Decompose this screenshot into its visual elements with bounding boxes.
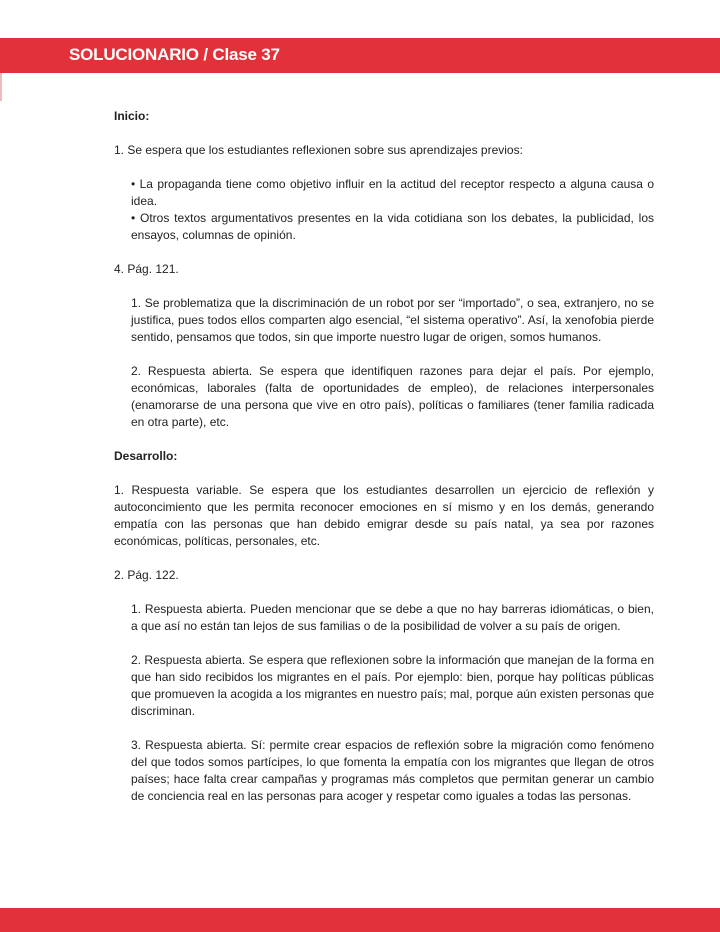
section-heading-desarrollo: Desarrollo: <box>114 449 178 463</box>
inicio-question-4: 4. Pág. 121. <box>114 262 179 276</box>
inicio-question-1: 1. Se espera que los estudiantes reflexionen sobre sus aprendizajes previos: <box>114 143 523 157</box>
answer-item: 2. Respuesta abierta. Se espera que reflexionen sobre la información que manejan de la forma en que han sido recibidos los migrantes en el país. Por ejemplo: bien, porque hay políticas públicas que promueven la acogida a los migrantes en nuestro país; mal, porque aún existen personas que discriminan. <box>131 653 654 718</box>
footer-bar <box>0 908 720 932</box>
answer-item: 1. Respuesta abierta. Pueden mencionar que se debe a que no hay barreras idiomáticas, o bien, a que así no están tan lejos de sus familias o de la posibilidad de volver a su país de origen. <box>131 602 654 633</box>
answer-item: 2. Respuesta abierta. Se espera que identifiquen razones para dejar el país. Por ejemplo, económicas, laborales (falta de oportunidades de empleo), de relaciones interpersonales (enamorarse de una persona que vive en otro país), políticas o familiares (tener familia radicada en otra parte), etc. <box>131 364 654 429</box>
desarrollo-question-2: 2. Pág. 122. <box>114 568 179 582</box>
bullet-item: • Otros textos argumentativos presentes en la vida cotidiana son los debates, la publicidad, los ensayos, columnas de opinión. <box>131 211 654 242</box>
decorative-line <box>0 73 2 101</box>
document-body <box>114 108 654 822</box>
answer-item: 1. Se problematiza que la discriminación de un robot por ser “importado”, o sea, extranjero, no se justifica, pues todos ellos comparten algo esencial, “el sistema operativo”. Así, la xenofobia pierde sentido, pensamos que todos, sin que importe nuestro lugar de origen, somos humanos. <box>131 296 654 344</box>
header-bar <box>0 38 720 73</box>
bullet-item: • La propaganda tiene como objetivo influir en la actitud del receptor respecto a alguna causa o idea. <box>131 177 654 208</box>
section-heading-inicio: Inicio: <box>114 109 150 123</box>
desarrollo-question-1: 1. Respuesta variable. Se espera que los estudiantes desarrollen un ejercicio de reflexión y autoconcimiento que les permita reconocer emociones en sí mismo y en los demás, generando empatía con las personas que han debido emigrar desde su país natal, ya sea por razones económicas, políticas, personales, etc. <box>114 483 654 548</box>
page-title: SOLUCIONARIO / Clase 37 <box>69 45 280 64</box>
answer-item: 3. Respuesta abierta. Sí: permite crear espacios de reflexión sobre la migración como fenómeno del que todos somos partícipes, lo que fomenta la empatía con los migrantes que llegan de otros países; hace falta crear campañas y programas más completos que permitan generar un cambio de conciencia real en las personas para acoger y respetar como iguales a todas las personas. <box>131 738 654 803</box>
